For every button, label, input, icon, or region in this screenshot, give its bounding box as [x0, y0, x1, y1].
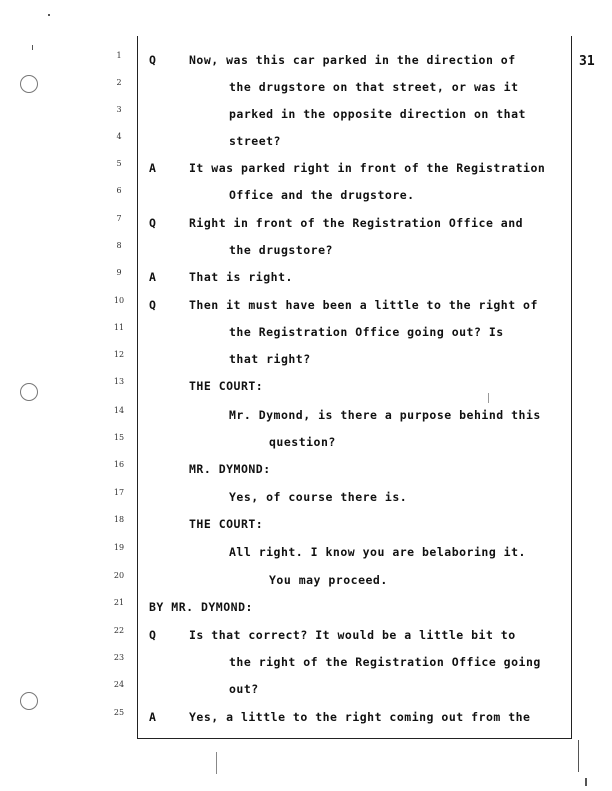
speaker-label: Q	[149, 298, 157, 312]
line-number: 15	[113, 433, 125, 442]
speaker-label: A	[149, 270, 157, 284]
scan-speck	[216, 752, 217, 774]
scan-speck	[488, 393, 489, 403]
scan-speck	[48, 14, 50, 16]
transcript-line: Office and the drugstore.	[229, 188, 415, 202]
line-number: 11	[113, 323, 125, 332]
transcript-line: the Registration Office going out? Is	[229, 325, 504, 339]
line-number: 12	[113, 350, 125, 359]
line-number: 7	[116, 214, 122, 223]
transcript-line: BY MR. DYMOND:	[149, 600, 253, 614]
line-number: 23	[113, 653, 125, 662]
line-number: 22	[113, 626, 125, 635]
transcript-line: Then it must have been a little to the right of	[189, 298, 538, 312]
transcript-line: Now, was this car parked in the direction of	[189, 53, 516, 67]
line-number: 25	[113, 708, 125, 717]
line-number: 2	[116, 78, 122, 87]
transcript-line: out?	[229, 682, 259, 696]
transcript-line: Right in front of the Registration Office and	[189, 216, 524, 230]
line-number: 19	[113, 543, 125, 552]
line-number: 21	[113, 598, 125, 607]
line-number: 17	[113, 488, 125, 497]
line-number: 1	[116, 51, 122, 60]
binder-hole-middle	[20, 383, 38, 401]
page-number: 31	[579, 54, 595, 69]
scan-speck	[32, 45, 33, 50]
transcript-line: Is that correct? It would be a little bit to	[189, 628, 516, 642]
transcript-line: You may proceed.	[269, 573, 388, 587]
transcript-line: It was parked right in front of the Registration	[189, 161, 546, 175]
transcript-line: MR. DYMOND:	[189, 462, 271, 476]
line-number: 9	[116, 268, 122, 277]
transcript-line: the drugstore?	[229, 243, 333, 257]
transcript-line: the drugstore on that street, or was it	[229, 80, 519, 94]
line-number: 3	[116, 105, 122, 114]
line-number: 5	[116, 159, 122, 168]
line-number: 6	[116, 186, 122, 195]
transcript-line: that right?	[229, 352, 311, 366]
line-number: 20	[113, 571, 125, 580]
transcript-line: Mr. Dymond, is there a purpose behind this	[229, 408, 541, 422]
line-number: 8	[116, 241, 122, 250]
speaker-label: Q	[149, 216, 157, 230]
line-number: 18	[113, 515, 125, 524]
transcript-line: THE COURT:	[189, 379, 264, 393]
transcript-line: Yes, a little to the right coming out from the	[189, 710, 531, 724]
transcript-line: Yes, of course there is.	[229, 490, 408, 504]
line-number: 13	[113, 377, 125, 386]
binder-hole-top	[20, 75, 38, 93]
binder-hole-bottom	[20, 692, 38, 710]
speaker-label: A	[149, 161, 157, 175]
scan-speck	[585, 778, 587, 786]
scan-speck	[578, 740, 579, 772]
transcript-line: parked in the opposite direction on that	[229, 107, 526, 121]
transcript-line: That is right.	[189, 270, 293, 284]
line-number: 24	[113, 680, 125, 689]
line-number: 10	[113, 296, 125, 305]
transcript-line: All right. I know you are belaboring it.	[229, 545, 526, 559]
line-number: 4	[116, 132, 122, 141]
transcript-line: THE COURT:	[189, 517, 264, 531]
speaker-label: Q	[149, 628, 157, 642]
transcript-line: question?	[269, 435, 336, 449]
line-number: 16	[113, 460, 125, 469]
line-number: 14	[113, 406, 125, 415]
transcript-line: the right of the Registration Office going	[229, 655, 541, 669]
speaker-label: A	[149, 710, 157, 724]
transcript-line: street?	[229, 134, 281, 148]
speaker-label: Q	[149, 53, 157, 67]
